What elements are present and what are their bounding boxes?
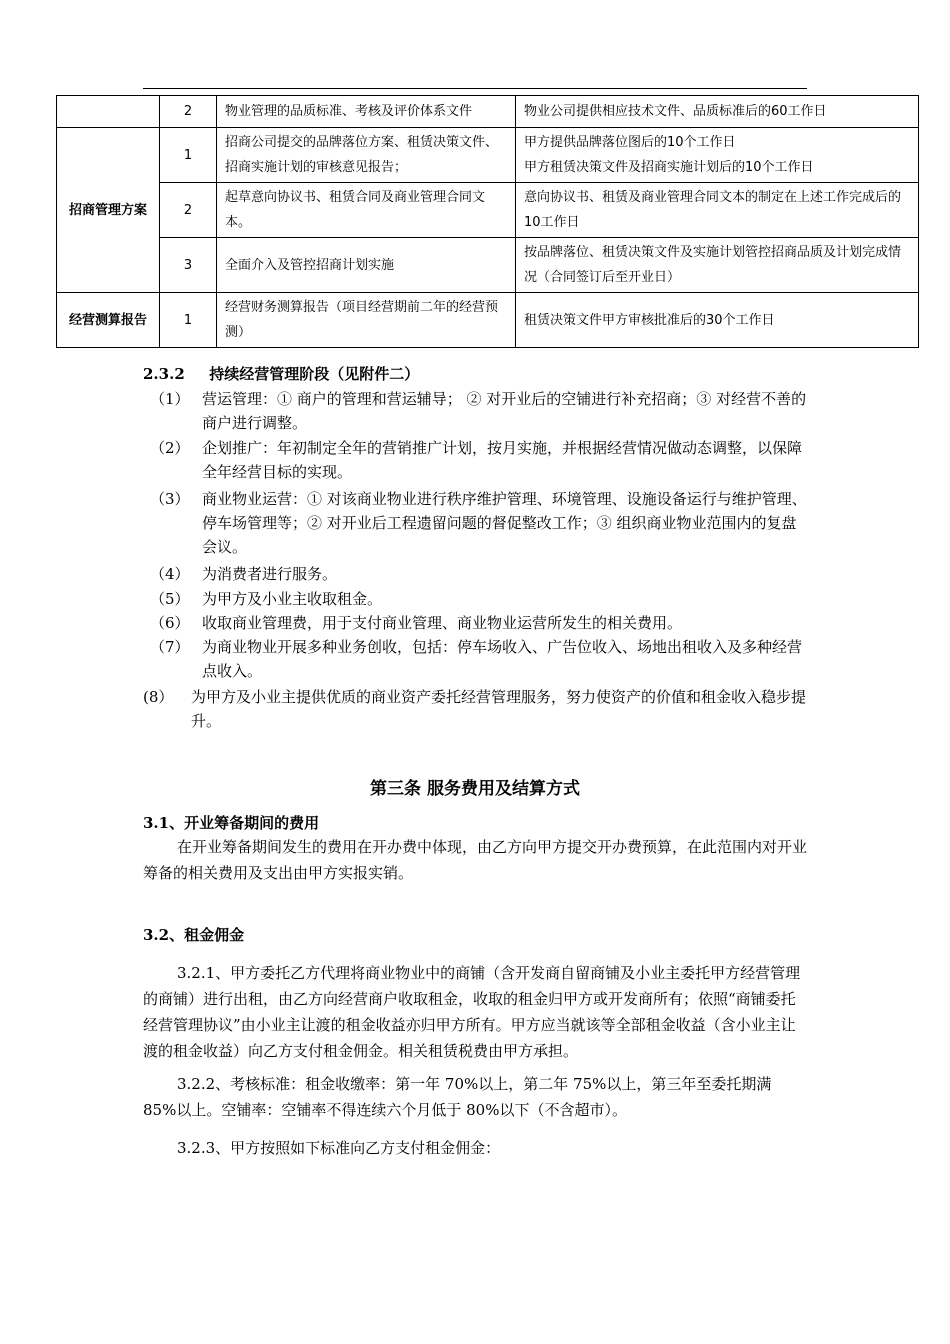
section-323-paragraph: 3.2.3、甲方按照如下标准向乙方支付租金佣金： xyxy=(177,1139,501,1157)
table-row xyxy=(57,96,919,128)
section-232-heading xyxy=(143,363,419,384)
list-item xyxy=(150,387,810,435)
section-31-heading: 3.1、开业筹备期间的费用 xyxy=(143,814,320,832)
header-rule xyxy=(143,88,807,89)
number-cell: 1 xyxy=(160,128,217,183)
table-row xyxy=(57,238,919,293)
list-item xyxy=(150,436,810,484)
table-row xyxy=(57,293,919,348)
section-number: 2.3.2 xyxy=(143,365,185,383)
list-item-text: 收取商业管理费，用于支付商业管理、商业物业运营所发生的相关费用。 xyxy=(202,614,683,632)
number-cell: 3 xyxy=(160,238,217,293)
item-cell: 全面介入及管控招商计划实施 xyxy=(217,238,516,293)
list-item-number: （6） xyxy=(150,614,190,632)
number-cell: 2 xyxy=(160,96,217,128)
time-cell: 物业公司提供相应技术文件、品质标准后的60工作日 xyxy=(516,96,919,128)
section-title: 持续经营管理阶段（见附件二） xyxy=(209,365,420,383)
table-row xyxy=(57,183,919,238)
list-item xyxy=(150,587,810,611)
list-item-text: 为商业物业开展多种业务创收，包括：停车场收入、广告位收入、场地出租收入及多种经营点收入。 xyxy=(202,638,803,680)
time-cell: 甲方提供品牌落位图后的10个工作日 甲方租赁决策文件及招商实施计划后的10个工作日 xyxy=(516,128,919,183)
item-cell: 经营财务测算报告（项目经营期前二年的经营预测） xyxy=(217,293,516,348)
list-item xyxy=(150,635,810,683)
list-item-number: （7） xyxy=(150,638,190,656)
list-item-text: 营运管理：① 商户的管理和营运辅导； ② 对开业后的空铺进行补充招商；③ 对经营不善的商户进行调整。 xyxy=(202,390,807,432)
list-item-text: 为甲方及小业主收取租金。 xyxy=(202,590,383,608)
chapter-title: 第三条 服务费用及结算方式 xyxy=(370,779,580,799)
category-cell: 招商管理方案 xyxy=(57,128,160,293)
list-item-text: 为甲方及小业主提供优质的商业资产委托经营管理服务，努力使资产的价值和租金收入稳步提升。 xyxy=(191,688,807,730)
list-item xyxy=(150,611,810,635)
list-item-number: （3） xyxy=(150,490,190,508)
list-item-number: （1） xyxy=(150,390,190,408)
category-cell: 经营测算报告 xyxy=(57,293,160,348)
number-cell: 2 xyxy=(160,183,217,238)
list-item-text: 商业物业运营：① 对该商业物业进行秩序维护管理、环境管理、设施设备运行与维护管理、停车场管理等；② 对开业后工程遗留问题的督促整改工作；③ 组织商业物业范围内的复盘会议。 xyxy=(202,490,807,556)
item-cell: 招商公司提交的品牌落位方案、租赁决策文件、招商实施计划的审核意见报告； xyxy=(217,128,516,183)
item-cell: 物业管理的品质标准、考核及评价体系文件 xyxy=(217,96,516,128)
list-item-number: （5） xyxy=(150,590,190,608)
list-item-number: (8） xyxy=(143,688,174,706)
schedule-table xyxy=(56,95,919,348)
number-cell: 1 xyxy=(160,293,217,348)
section-32-heading: 3.2、租金佣金 xyxy=(143,926,245,944)
list-item-number: （2） xyxy=(150,439,190,457)
time-cell: 租赁决策文件甲方审核批准后的30个工作日 xyxy=(516,293,919,348)
section-31-paragraph: 在开业筹备期间发生的费用在开办费中体现，由乙方向甲方提交开办费预算，在此范围内对开业筹备的相关费用及支出由甲方实报实销。 xyxy=(143,838,808,882)
list-item-number: （4） xyxy=(150,565,190,583)
item-cell: 起草意向协议书、租赁合同及商业管理合同文本。 xyxy=(217,183,516,238)
list-item xyxy=(143,685,810,733)
list-item xyxy=(150,487,810,559)
list-item-text: 企划推广：年初制定全年的营销推广计划，按月实施，并根据经营情况做动态调整，以保障全年经营目标的实现。 xyxy=(202,439,803,481)
time-cell: 按品牌落位、租赁决策文件及实施计划管控招商品质及计划完成情况（合同签订后至开业日） xyxy=(516,238,919,293)
category-cell xyxy=(57,96,160,128)
section-321-paragraph: 3.2.1、甲方委托乙方代理将商业物业中的商铺（含开发商自留商铺及小业主委托甲方经营管理的商铺）进行出租，由乙方向经营商户收取租金，收取的租金归甲方或开发商所有；依照“商铺委托经营管理协议”由小业主让渡的租金收益亦归甲方所有。甲方应当就该等全部租金收益（含小业主让渡的租金收益）向乙方支付租金佣金。相关租赁税费由甲方承担。 xyxy=(143,964,801,1060)
table-row xyxy=(57,128,919,183)
list-item-text: 为消费者进行服务。 xyxy=(202,565,338,583)
section-322-paragraph: 3.2.2、考核标准：租金收缴率：第一年 70%以上，第二年 75%以上，第三年至委托期满 85%以上。空铺率：空铺率不得连续六个月低于 80%以下（不含超市）。 xyxy=(143,1075,772,1119)
time-cell: 意向协议书、租赁及商业管理合同文本的制定在上述工作完成后的10工作日 xyxy=(516,183,919,238)
list-item xyxy=(150,562,810,586)
